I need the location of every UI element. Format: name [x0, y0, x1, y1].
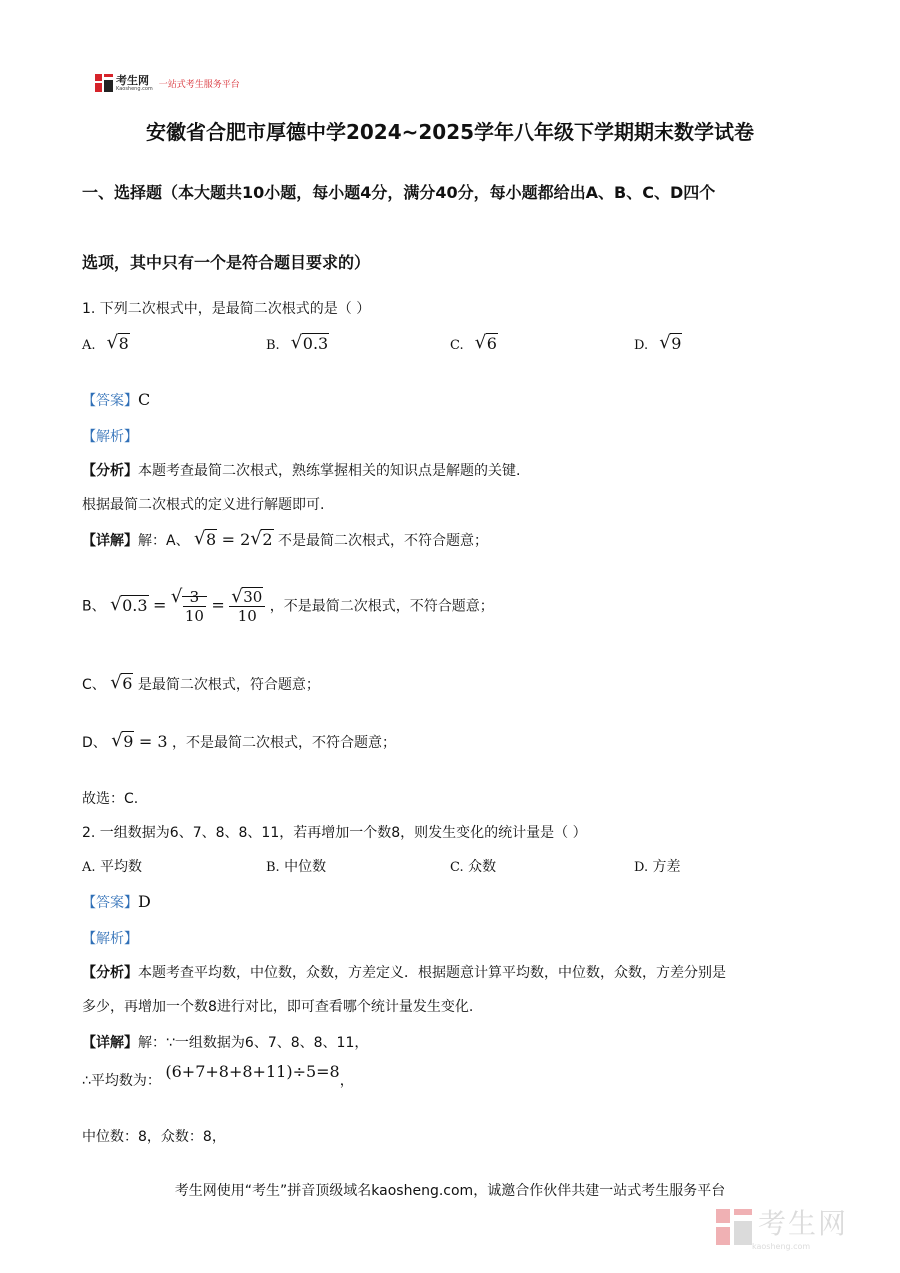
section-heading-line2: 选项，其中只有一个是符合题目要求的） — [82, 253, 371, 272]
math-radicand: 0.3 — [122, 595, 148, 615]
q1-detail-d — [82, 732, 396, 752]
q2-mean — [82, 1062, 354, 1090]
q1-detail-c — [82, 674, 320, 694]
header-logo — [95, 74, 240, 92]
logo-name: 考生网 — [116, 73, 149, 87]
q1-option-b — [266, 334, 329, 353]
math-radicand: 30 — [243, 588, 263, 606]
math-numerator: √ 3 — [183, 588, 206, 607]
q2-option-label: C. — [450, 860, 464, 875]
fenxi-tag: 【分析】 — [82, 463, 138, 479]
math-denominator: 10 — [237, 607, 257, 625]
detail-prefix: 解：A、 — [138, 533, 190, 549]
detail-text: 是最简二次根式，符合题意； — [137, 677, 320, 693]
detail-prefix: D、 — [82, 735, 107, 751]
q1-option-value: 0.3 — [302, 334, 329, 353]
q1-option-label: C. — [450, 338, 464, 353]
q2-option-b — [266, 856, 326, 876]
fenxi-text: 本题考查最简二次根式，熟练掌握相关的知识点是解题的关键. — [138, 463, 521, 479]
q1-option-label: A. — [82, 338, 96, 353]
q2-fenxi — [82, 962, 726, 982]
q1-analysis-tag: 【解析】 — [82, 429, 138, 445]
fenxi-text: 本题考查平均数，中位数，众数，方差定义．根据题意计算平均数，中位数，众数，方差分别是 — [138, 965, 726, 981]
math-radicand: 2 — [262, 530, 273, 549]
q1-option-a — [82, 334, 130, 353]
q2-option-label: D. — [634, 860, 649, 875]
q2-option-label: B. — [266, 860, 280, 875]
logo-domain: Kaosheng.com — [116, 85, 153, 92]
mean-tail: ， — [339, 1073, 354, 1089]
answer-tag: 【答案】 — [82, 895, 138, 911]
q1-detail-a — [82, 530, 488, 550]
q2-option-text: 众数 — [468, 859, 497, 875]
detail-text: 不是最简二次根式，不符合题意； — [277, 533, 488, 549]
math-radicand: 9 — [123, 732, 134, 751]
q1-option-d — [634, 334, 682, 353]
q1-stem: 1. 下列二次根式中，是最简二次根式的是（ ） — [82, 301, 371, 317]
watermark-name: 考生网 — [758, 1207, 849, 1240]
q2-median-line: 中位数：8，众数：8， — [82, 1129, 226, 1145]
q2-analysis-tag: 【解析】 — [82, 931, 138, 947]
q2-answer — [82, 892, 151, 912]
detail-text: ，不是最简二次根式，不符合题意； — [269, 598, 494, 615]
q1-fenxi2: 根据最简二次根式的定义进行解题即可. — [82, 497, 325, 513]
q1-option-value: 8 — [118, 334, 129, 353]
q1-option-c — [450, 334, 498, 353]
q2-option-d — [634, 856, 681, 876]
watermark-domain: kaosheng.com — [752, 1242, 811, 1251]
detail-prefix: C、 — [82, 677, 106, 693]
q1-option-value: 9 — [671, 334, 682, 353]
answer-value: C — [138, 390, 151, 409]
q2-option-c — [450, 856, 496, 876]
math-eq: = 3 — [138, 732, 168, 751]
answer-value: D — [138, 892, 151, 911]
mean-label: ∴平均数为： — [82, 1073, 161, 1089]
page-footer: 考生网使用“考生”拼音顶级域名kaosheng.com，诚邀合作伙伴共建一站式考生服务平台 — [174, 1183, 726, 1199]
logo-slogan: 一站式考生服务平台 — [158, 79, 240, 90]
detail-tag: 【详解】 — [82, 533, 138, 549]
q2-fenxi2: 多少，再增加一个数8进行对比，即可查看哪个统计量发生变化. — [82, 999, 474, 1015]
q1-fenxi — [82, 460, 520, 480]
q2-stem: 2. 一组数据为6、7、8、8、11，若再增加一个数8，则发生变化的统计量是（ ） — [82, 825, 587, 841]
q1-detail-b: B、 √ 0.3 = √ $\frac{3}{10}$ = √ $\frac{30}{10}$ ，不是最简二次根式，不符合题意； — [82, 588, 494, 625]
math-radicand: 6 — [122, 674, 133, 693]
q1-option-value: 6 — [486, 334, 497, 353]
q2-option-label: A. — [82, 860, 96, 875]
answer-tag: 【答案】 — [82, 393, 138, 409]
math-denominator: 10 — [184, 607, 204, 625]
q1-option-label: D. — [634, 338, 649, 353]
q2-detail1 — [82, 1032, 368, 1052]
math-radicand: 8 — [206, 530, 217, 549]
watermark — [716, 1202, 848, 1251]
detail-text: 解：∵一组数据为6、7、8、8、11， — [138, 1035, 369, 1051]
detail-prefix: B、 — [82, 598, 106, 615]
detail-text: ，不是最简二次根式，不符合题意； — [172, 735, 396, 751]
q1-conclusion: 故选：C. — [82, 791, 139, 807]
section-heading-line1: 一、选择题（本大题共10小题，每小题4分，满分40分，每小题都给出A、B、C、D四个 — [82, 183, 716, 202]
q2-option-text: 中位数 — [284, 859, 327, 875]
q2-option-a — [82, 856, 142, 876]
q2-option-text: 平均数 — [99, 859, 142, 875]
detail-tag: 【详解】 — [82, 1035, 138, 1051]
page-title: 安徽省合肥市厚德中学2024~2025学年八年级下学期期末数学试卷 — [145, 120, 755, 144]
q2-option-text: 方差 — [652, 859, 681, 875]
mean-expression: (6+7+8+8+11)÷5=8 — [165, 1062, 340, 1081]
q1-answer — [82, 390, 150, 410]
q1-option-label: B. — [266, 338, 280, 353]
math-eq: = 2 — [221, 530, 251, 549]
kaosheng-logo-icon — [95, 74, 113, 92]
watermark-logo-icon — [716, 1209, 752, 1245]
fenxi-tag: 【分析】 — [82, 965, 138, 981]
